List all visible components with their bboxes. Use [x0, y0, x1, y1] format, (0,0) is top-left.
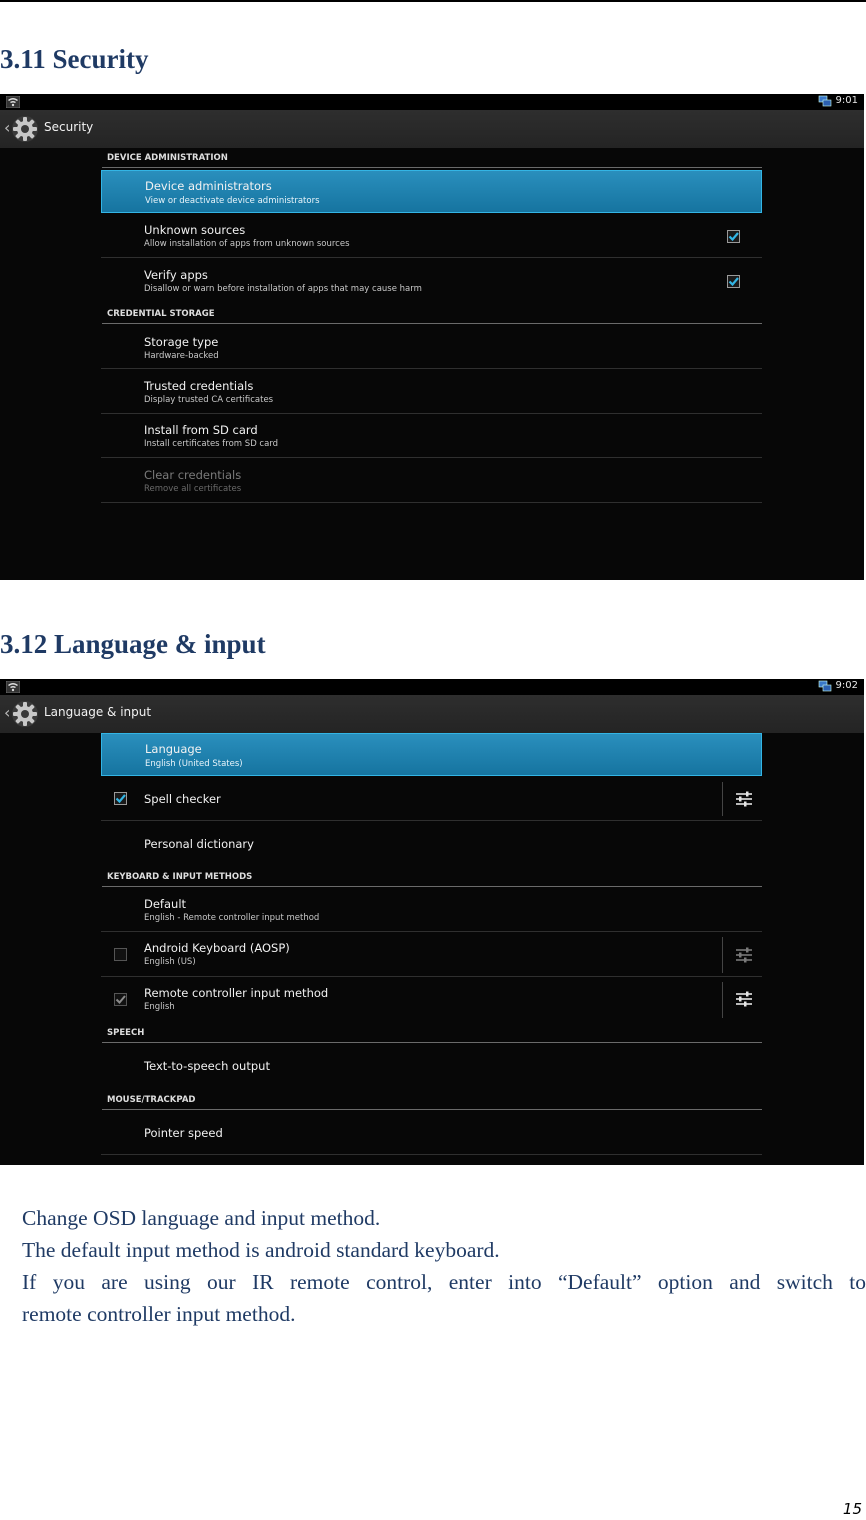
setting-android-keyboard[interactable]	[101, 933, 762, 977]
input-settings-icon[interactable]	[735, 947, 753, 963]
setting-summary: Allow installation of apps from unknown sources	[144, 239, 350, 249]
description-paragraph	[22, 1202, 866, 1330]
setting-summary: Disallow or warn before installation of apps that may cause harm	[144, 284, 422, 294]
category-speech: SPEECH	[102, 1023, 762, 1043]
language-heading: 3.12 Language & input	[0, 629, 266, 659]
network-icon	[818, 680, 832, 693]
settings-gear-icon[interactable]	[9, 698, 41, 730]
setting-unknown-sources[interactable]	[101, 214, 762, 258]
category-device-administration: DEVICE ADMINISTRATION	[102, 148, 762, 168]
setting-text-to-speech[interactable]	[101, 1044, 762, 1088]
setting-install-from-sd-card[interactable]	[101, 414, 762, 458]
checkbox-checked-icon[interactable]	[114, 993, 127, 1006]
wifi-icon	[6, 681, 20, 693]
action-bar	[0, 695, 864, 733]
status-bar	[0, 679, 864, 695]
security-heading: 3.11 Security	[0, 44, 149, 74]
setting-title: Remote controller input method	[144, 986, 329, 1000]
top-rule	[0, 0, 866, 2]
setting-trusted-credentials[interactable]	[101, 370, 762, 414]
setting-language[interactable]	[101, 733, 762, 776]
network-icon	[818, 95, 832, 108]
separator	[722, 782, 723, 816]
setting-default-input[interactable]	[101, 888, 762, 932]
setting-spell-checker[interactable]	[101, 777, 762, 821]
setting-title: Android Keyboard (AOSP)	[144, 941, 290, 955]
setting-pointer-speed[interactable]	[101, 1111, 762, 1155]
setting-summary: Remove all certificates	[144, 484, 242, 494]
setting-title: Default	[144, 897, 187, 911]
category-credential-storage: CREDENTIAL STORAGE	[102, 304, 762, 324]
setting-title: Language	[145, 742, 202, 756]
wifi-icon	[6, 96, 20, 108]
setting-storage-type[interactable]	[101, 325, 762, 369]
settings-gear-icon[interactable]	[9, 113, 41, 145]
status-clock: 9:01	[835, 95, 858, 106]
setting-summary: Display trusted CA certificates	[144, 395, 274, 405]
separator	[722, 982, 723, 1018]
setting-title: Trusted credentials	[144, 379, 254, 393]
description-line: remote controller input method.	[22, 1302, 296, 1326]
setting-title: Personal dictionary	[144, 837, 254, 851]
checkbox-checked-icon[interactable]	[727, 275, 740, 288]
setting-summary: English	[144, 1002, 175, 1012]
up-caret-icon[interactable]: ‹	[4, 118, 11, 137]
setting-title: Verify apps	[144, 268, 208, 282]
setting-title: Install from SD card	[144, 423, 258, 437]
input-settings-icon[interactable]	[735, 791, 753, 807]
setting-summary: Install certificates from SD card	[144, 439, 279, 449]
setting-summary: English (US)	[144, 957, 196, 967]
screen-title: Language & input	[44, 705, 152, 719]
setting-title: Text-to-speech output	[144, 1059, 270, 1073]
setting-title: Storage type	[144, 335, 219, 349]
checkbox-checked-icon[interactable]	[727, 230, 740, 243]
settings-list	[0, 733, 864, 1165]
setting-title: Unknown sources	[144, 223, 246, 237]
input-settings-icon[interactable]	[735, 991, 753, 1007]
setting-title: Device administrators	[145, 179, 272, 193]
setting-personal-dictionary[interactable]	[101, 822, 762, 866]
description-line: The default input method is android standard keyboard.	[22, 1238, 500, 1262]
setting-device-administrators[interactable]	[101, 170, 762, 213]
checkbox-checked-icon[interactable]	[114, 792, 127, 805]
settings-list	[0, 148, 864, 580]
security-screenshot	[0, 94, 864, 580]
setting-title: Clear credentials	[144, 468, 242, 482]
description-line: If you are using our IR remote control, enter into “Default” option and switch to	[22, 1270, 866, 1294]
status-bar	[0, 94, 864, 110]
setting-clear-credentials[interactable]	[101, 459, 762, 503]
action-bar	[0, 110, 864, 148]
separator	[722, 937, 723, 973]
setting-summary: View or deactivate device administrators	[145, 196, 320, 206]
up-caret-icon[interactable]: ‹	[4, 703, 11, 722]
setting-summary: English - Remote controller input method	[144, 913, 320, 923]
checkbox-unchecked-icon[interactable]	[114, 948, 127, 961]
page-number: 15	[842, 1500, 862, 1518]
setting-remote-controller-input[interactable]	[101, 978, 762, 1022]
setting-title: Spell checker	[144, 792, 221, 806]
status-clock: 9:02	[835, 680, 858, 691]
category-keyboard-input-methods: KEYBOARD & INPUT METHODS	[102, 867, 762, 887]
description-line: Change OSD language and input method.	[22, 1206, 381, 1230]
category-mouse-trackpad: MOUSE/TRACKPAD	[102, 1090, 762, 1110]
screen-title: Security	[44, 120, 94, 134]
language-screenshot	[0, 679, 864, 1165]
setting-verify-apps[interactable]	[101, 259, 762, 303]
setting-summary: Hardware-backed	[144, 351, 219, 361]
setting-title: Pointer speed	[144, 1126, 223, 1140]
setting-summary: English (United States)	[145, 759, 243, 769]
